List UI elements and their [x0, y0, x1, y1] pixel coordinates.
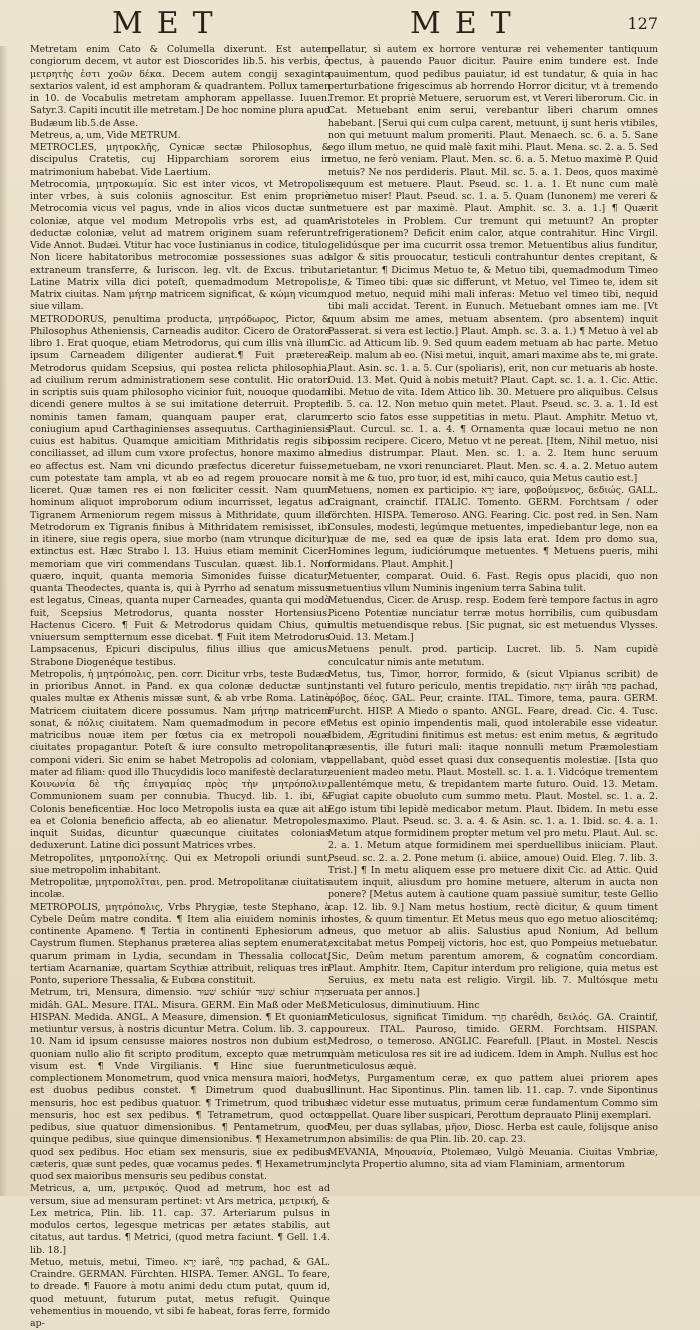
entry-metutus: Metuens penult. prod. particip. Lucret. lib. 5. Nam cupidè conculcatur nimis ante metutum. — [328, 644, 658, 668]
left-headword: MET — [112, 6, 227, 41]
left-column — [30, 44, 331, 1329]
right-column — [328, 44, 658, 1184]
right-headword: MET — [410, 6, 525, 41]
entry-metreta-continued: Metretam enim Cato & Columella dixerunt. Est autem congiorum decem, vt autor est Dioscorides lib.5. his verbis, ὁ μετρητὴς ἐστι χοῶν δέκα. Decem autem congij sexaginta sextarios valent, id est amphoram & quadrantem. Pollux tamen in 10. de Vocabulis metretam amphoram appellasse. Iuuen. Satyr.3. Capiti incutit ille metretam.] De hoc nomine plura apud Budæum lib.5.de Asse. — [30, 44, 330, 129]
entry-metrocles: METROCLES, μητροκλῆς, Cynicæ sectæ Philosophus, & discipulus Cratetis, cuj Hipparchiam sororem eius in matrimonium habebat. Vide Laertium. — [30, 142, 330, 178]
binding-gutter-shadow — [0, 46, 8, 1196]
page-number: 127 — [627, 14, 658, 33]
entry-metropolitae: Metropolitæ, μητροπολῖται, pen. prod. Metropolitanæ ciuitatis incolæ. — [30, 877, 330, 901]
entry-metuenter: Metuenter, comparat. Ouid. 6. Fast. Regis opus placidi, quo non metuentius vllum Numinis ingenium terra Sabina tulit. — [328, 570, 658, 594]
running-head — [0, 6, 700, 46]
entry-meticulosus-dim: Meticulosus, diminutiuum. Hinc — [328, 999, 480, 1011]
entry-metropolites: Metropolites, μητροπολίτης. Qui ex Metropoli oriundi sunt, siue metropolim inhabitant. — [30, 852, 330, 876]
entry-metrum: Metrum, tri, Mensura, dimensio. שִׁעוּר schiúr שִׁעוּר schiur מִדָּה midâh. GAL. Mesure. ITAL. Misura. GERM. Ein Maß oder Meß. HISPAN. Medida. ANGL. A Measure, dimension. ¶ Et quoniam metiuntur versus, à nostris dicuntur Metra. Colum. lib. 3. cap. 10. Nam id ipsum censusse maiores nostros non dubium est, quoniam nullo alio fit scripto proditum, excepto quæ metrum visum est. ¶ Vnde Virgilianis. ¶ Hinc siue fuerunt complectionem Monometrum, quod vnica mensura maiori, hoc est duobus pedibus constet. ¶ Dimetrum quod duabus mensuris, hoc est pedibus quatuor. ¶ Trimetrum, quod tribus mensuris, hoc est sex pedibus. ¶ Tetrametrum, quod octo pedibus, siue quatuor dimensionibus. ¶ Pentametrum, quod quinque pedibus, siue quinque dimensionibus. ¶ Hexametrum, quod sex pedibus. Hoc etiam sex mensuris, siue ex pedibus cæteris, quæ sunt pedes, quæ vocamus pedes. ¶ Hexametrum, quod sex maioribus mensuris seu pedibus constat. — [30, 987, 330, 1182]
entry-metropolis-city: METROPOLIS, μητρόπολις, Vrbs Phrygiæ, teste Stephano, à Cybele Deûm matre condita. ¶ Item alia eiuidem nominis in continente Apameno. ¶ Tertia in continenti Ephesiorum ad Caystrum flumen. Stephanus præterea alias septem enumerat, quarum primam in Lydia, secundam in Thessalia collocat, tertiam Acarnaniæ, quartam Scythiæ attribuit, reliquas tres in Ponto, superiore Thessalia, & Eubœa constituit. — [30, 901, 330, 986]
entry-metreus: Metreus, a, um, Vide METRUM. — [30, 129, 181, 141]
entry-metys: Metys, Purgamentum ceræ, ex quo pattem aluei priorem apes illinunt. Hac Sipontinus. Plin. tamen lib. 11. cap. 7. vnde Sipontinus hæc videtur esse mutuatus, primum ceræ fundamentum Commo sim appellat. Quare liber suspicari, Perottum deprauato Plinij exemplari. — [328, 1073, 658, 1121]
entry-metuens: Metuens, nomen ex participio. יָרֵא iare, φοβούμενος, δεδιώς. GALL. Craignant, crainctif. ITALIC. Tomento. GERM. Forchtsam / oder förchten. HISPA. Temeroso. ANG. Fearing. Cic. post red. in Sen. Nam Consules, modesti, legúmque metuentes, impediebantur lege, non ea quæ de me, sed ea quæ de ipsis lata erat. Idem pro domo sua, Homines legum, iudiciórumque metuentes. ¶ Metuens pueris, mihi formidans. Plaut. Amphit.] — [328, 485, 658, 570]
entry-metropolis: Metropolis, ἡ μητρόπολις, pen. corr. Dicitur vrbs, teste Budæo in prioribus Annot. in Pand. ex qua colonæ deductæ sunt, quales multæ ex Athenis missæ sunt, & ab vrbe Roma. Latinè Matricem ciuitatem dicere possumus. Nam μήτηρ matricem sonat, & πόλις ciuitatem. Nam quemadmodum in pecore et matricibus nouæ item per fœtus cia ex metropoli nouæ ciuitates propagantur. Poteſt & iure consulto metropolitana componi videri. Sic enim se habet Metropolis ad coloniam, vt mater ad filiam: quod illo Thucydidis loco manifestè declaratur, Κοινωνία δὲ τῆς ἐπιγαμίας πρὸς τὴν μητρόπολιν, Communionem suam per connubia. Thucyd. lib. 1. ibi, & Colonis beneficentiæ. Hoc loco Metropolis iusta ea quæ ait ab ea et Colonia beneficio affecta, ab eo alienatur. Metropoles, inquit Suidas, dicuntur quæcunque ciuitates colonias deduxerunt. Latine dici possunt Matrices vrbes. — [30, 668, 330, 852]
entry-meticulosus: Meticulosus, significat Timidum. חָרֵד charêdh, δειλός. GA. Craintif, poureux. ITAL. Pauroso, timido. GERM. Forchtsam. HISPAN. Medroso, o temeroso. ANGLIC. Fearefull. [Plaut. in Mostel. Nescis quàm meticulosa res sit ire ad iudicem. Idem in Amph. Nullus est hoc meticulosus æquè. — [328, 1011, 658, 1072]
entry-metrocomia: Metrocomia, μητροκωμία. Sic est inter vicos, vt Metropolis inter vrbes, à suis coloniis agnoscitur. Est enim propriè Metrocomia vicus vel pagus, vnde in alios vicos ductæ sunt coloniæ, atque vel modum Metropolis vrbs est, ad quam deductæ coloniæ, velut ad matrem originem suam referunt. Vide Annot. Budæi. Vtitur hac voce Iustinianus in codice, titulo, Non licere habitatoribus metrocomiæ possessiones suas ad extraneum transferre, & Iuriscon. leg. vlt. de Excus. tribut. Latine Matrix villa dici poteſt, quemadmodum Metropolis, Matrix ciuitas. Nam μήτηρ matricem significat, & κώμη vicum, siue villam. — [30, 178, 330, 313]
entry-metus: Metus, tus, Timor, horror, formido, & (sicut Vlpianus scribit) de instanti vel futuro periculo, mentis trepidatio. יִרְאָה iirâh פַּחַד pachad, φόβος, δέος. GAL. Peur, crainte. ITAL. Timore, tema, paura. GERM. Furcht. HISP. A Miedo o spanto. ANGL. Feare, dread. Cic. 4. Tusc. Metus est opinio impendentis mali, quod intolerabile esse videatur. Ibidem, Ægritudini finitimus est metus: est enim metus, & ægritudo præsentis, ille futuri mali: itaque nonnulli metum Præmolestiam appellabant, quòd esset quasi dux consequentis molestiæ. [Ista quo euenient madeo metu. Plaut. Mostell. sc. 1. a. 1. Vidcóque trementem pallentémque metu, & trepidantem marte futuro. Ouid. 13. Metam. Fugiat capite obuoluto cum summo metu. Plaut. Mostel. sc. 1. a. 2. Ego istum tibi lepidè medicabor metum. Plaut. Ibidem. In metu esse maximo. Plaut. Pseud. sc. 3. a. 4. & Asin. sc. 1. a. 1. Ibid. sc. 4. a. 1. Metum atque formidinem propter metum vel pro metu. Plaut. Aul. sc. 2. a. 1. Metum atque formidinem mei sperduellibus iniiciam. Plaut. Pseud. sc. 2. a. 2. Pone metum (i. abiice, amoue) Ouid. Eleg. 7. lib. 3. Trist.] ¶ In metu aliquem esse pro metuere dixit Cic. ad Attic. Quid autem inquit, aliusdum pro homine metuere, alterum in aucta non ponere? [Metus autem à cautione quam passiuè sumitur, teste Gellio cap. 12. lib. 9.] Nam metus hostium, rectè dicitur, & quum timent hostes, & quum timentur. Et Metus meus quo ego metuo alioscitémq; meus, quo metuor ab aliis. Salustius apud Nonium, Ad bellum excitabat metus Pompeij victoris, hoc est, quo Pompeius metuebatur. [Sic, Deûm metum parentum amorem, & cognatûm concordiam. Plaut. Amphitr. Item, Capitur interdum pro religione, quia metus est Seruius, ex metu nata est religio. Virgil. lib. 7. Multósque metu seruata per annos.] — [328, 668, 658, 999]
entry-metricus: Metricus, a, um, μετρικός. Quod ad metrum, hoc est ad versum, siue ad mensuram pertinet: vt Ars metrica, μετρική, & Lex metrica, Plin. lib. 11. cap. 37. Arteriarum pulsus in modulos certos, legesque metricas per ætates stabilis, aut citatus, aut tardus. ¶ Metrici, (quod metra faciunt. ¶ Gell. 1.4. lib. 18.] — [30, 1183, 330, 1256]
entry-mevania: MEVANIA, Μηουανία, Ptolemæo, Vulgò Meuania. Ciuitas Vmbriæ, inclyta Propertio alumno, sita ad viam Flaminiam, armentorum — [328, 1146, 658, 1170]
entry-meu: Meu, per duas syllabas, μῆον, Diosc. Herba est caule, folijsque aniso non absimilis: de qua Plin. lib. 20. cap. 23. — [328, 1122, 658, 1146]
entry-metuo-continued: pellatur, sì autem ex horrore venturæ rei vehementer tantiquum pectus, à pauendo Pauor dicitur. Pauire enim tundere est. Inde pauimentum, quod pedibus pauiatur, id est tundatur, & quia in hac perturbatione frigescimus ab horrendo Horror dicitur, vt à tremendo Tremor. Et propriè Metuere, seruorum est, vt Vereri liberorum. Cic. in Cat. Metuebant enim serui, verebantur liberi charum omnes habebant. [Serui qui cum culpa carent, metuunt, ij sunt heris vtibiles, non qui metuunt malum promeriti. Plaut. Menaech. sc. 6. a. 5. Sane ego illum metuo, ne quid malè faxit mihi. Plaut. Mena. sc. 2. a. 5. Sed metuo, ne ferò veniam. Plaut. Men. sc. 6. a. 5. Metuo maximè P. Quid metuis? Ne nos perdideris. Plaut. Mil. sc. 5. a. 1. Deos, quos maximè æquum est metuere. Plaut. Pseud. sc. 1. a. 1. Et nunc cum malè metuo miser! Plaut. Pseud. sc. 1. a. 5. Quam (Iunonem) me vereri & metuere est par maximè. Plaut. Amphit. sc. 3. a. 1.] ¶ Quærit Aristoteles in Problem. Cur tremunt qui metuunt? An propter refrigerationem? Deficit enim calor, atque contrahitur. Hinc Virgil. gelidúsque per ima cucurrit ossa tremor. Metuentibus alius funditur, algor & sitis prouocatur, testiculi contrahuntur dentes crepitant, & arietantur. ¶ Dicimus Metuo te, & Metuo tibi, quemadmodum Timeo te, & Timeo tibi: quæ sic differunt, vt Metuo, vel Timeo te, idem sit quod metuo, nequid mihi mali inferas: Metuo vel timeo tibi, nequid tibi mali accidat. Terent. in Eunuch. Metuebant omnes iam me. [Vt quum absim me ames, metuam absentem. (pro absentem) inquit Passerat. si vera est lectio.] Plaut. Amph. sc. 3. a. 1.) ¶ Metuo à vel ab Cic. ad Atticum lib. 9. Sed quum eadem metuam ab hac parte. Metuo Reip. malum ab eo. (Nisi metui, inquit, amari maxime abs te, mi grate. Plaut. Asin. sc. 1. a. 5. Cur (spoliaris), erit, non cur metuaris ab hoste. Ouid. 13. Met. Quid à nobis metuit? Plaut. Capt. sc. 1. a. 1. Cic. Attic. libi. Metuo de vita. Idem Attico lib. 30. Metuere pro aliquibus. Celsus lib. 5. ca. 12. Non metuo quin metet. Plaut. Pseud. sc. 3. a. 1. Id est certo scio fatos esse suppetitias in metu. Plaut. Amphitr. Metuo vt, Plaut. Curcul. sc. 1. a. 4. ¶ Ornamenta quæ locaui metuo ne non possim recipere. Cicero, Metuo vt ne pereat. [Item, Nihil metuo, nisi medius distrumpar. Plaut. Men. sc. 1. a. 2. Item hunc seruum metuebam, ne vxori renunciaret. Plaut. Men. sc. 4. a. 2. Metuo autem sit à me & tuo, pro tuor, id est, mihi cauco, quia Metus cautio est.] — [328, 44, 658, 484]
entry-metuo: Metuo, metuis, metui, Timeo. יָרֵא iarê, פָּחַד pachad, & GAL. Craindre. GERMAN. Fürchten. HISPA. Temer. ANGL. To feare, to dreade. ¶ Fauore à motu animi dedu ctum putat, quum id, quod metuunt, futurum putat, metus refugit. Quinque vehementius in mouendo, vt sibi fe habeat, foras ferre, formido ap- — [30, 1256, 331, 1329]
entry-metuendus: Metuendus, Cicer. de Arusp. resp. Eodem ferè tempore factus in agro Piceno Potentiæ nunciatur terræ motus horribilis, cum quibusdam multis metuendisque rebus. [Sic pugnat, sic est metuendus Vlysses. Ouid. 13. Metam.] — [328, 595, 658, 643]
entry-metrodorus: METRODORUS, penultima producta, μητρόδωρος, Pictor, & Philosophus Atheniensis, Carneadis auditor. Cicero de Oratore libro 1. Erat quoque, etiam Metrodorus, qui cum illis vnà illum ipsum Carneadem diligenter audierat.¶ Fuit præterea Metrodorus quidam Scepsius, qui postea relicta philosophia, ad ciuilium rerum administrationem sese contulit. Hic oratori in scriptis suis quam philosopho vicinior fuit, nouoque quodam dicendi genere multos à se sui imitatione deterruit. Propter nominis tamen famam, quanquam pauper erat, clarum coniugium apud Carthaginienses assequutus. Carthaginiensis cuius est habitus. Quamque amicitiam Mithridatis regis sibi conciliasset, ad illum cum vxore profectus, honore maximo ab eo affectus est. Nam vni dicundo præfectus diceretur fuisse, cum potestate tam ampla, vt ab eo ad regem prouocare non liceret. Quæ tamen res ei non fœliciter cessit. Nam quum hominum aliquot improborum odium incurrisset, legatus ad Tigranem Armeniorum regem missus à Mithridate, quum ille Metrodorum ex Tigranis finibus à Mithridatem remisisset, ibi in itinere, siue regis opera, siue morbo (nam vtrunque dicitur) extinctus est. Hæc Strabo l. 13. Huius etiam meminit Cicer. memoriam que viri commendans Tusculan. quæst. lib.1. Non quæro, inquit, quanta memoria Simonides fuisse dicatur, quanta Theodectes, quanta is, qui à Pyrrho ad senatum missus est legatus, Cineas, quanta nuper Carneades, quanta qui modò fuit, Scepsius Metrodorus, quanta nosster Hortensius. Hactenus Cicero. ¶ Fuit & Metrodorus quidam Chius, qui vniuersum semptternum esse dicebat. ¶ Fuit item Metrodorus Lampsacenus, Epicuri discipulus, filius illius que amicus. Strabone Diogenéque testibus. — [30, 313, 330, 668]
